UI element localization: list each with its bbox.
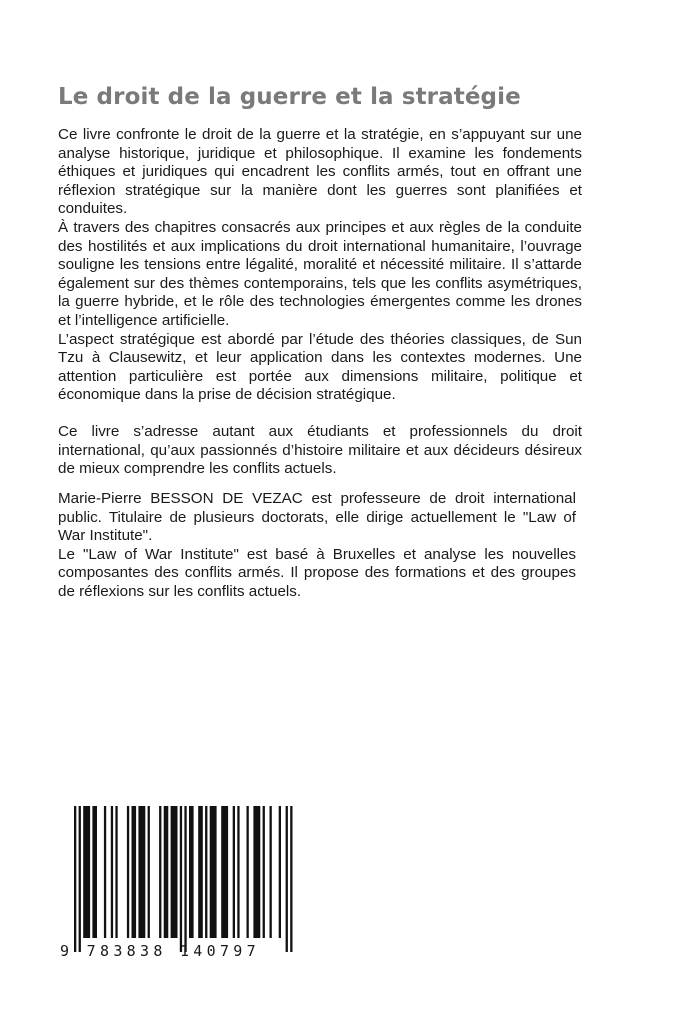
barcode-bar bbox=[171, 806, 178, 938]
barcode-bar bbox=[92, 806, 97, 938]
barcode-bar bbox=[132, 806, 137, 938]
author-bio bbox=[58, 490, 576, 602]
barcode-bar bbox=[210, 806, 217, 938]
description-paragraph-2: À travers des chapitres consacrés aux principes et aux règles de la conduite des hostilités et aux implications du droit international humanitaire, l’ouvrage souligne les tensions entre légalité, moralité et nécessité militaire. Il s’attarde également sur des thèmes contemporains, tels que les conflits asymétriques, la guerre hybride, et le rôle des technologies émergentes comme les drones et l’intelligence artificielle. bbox=[58, 218, 582, 329]
barcode-bar bbox=[263, 806, 265, 938]
barcode-guard-bar bbox=[184, 806, 186, 952]
description-paragraph-3: L’aspect stratégique est abordé par l’étude des théories classiques, de Sun Tzu à Clausewitz, et leur application dans les contextes modernes. Une attention particulière est portée aux dimensions militaire, politique et économique dans la prise de décision stratégique. bbox=[58, 330, 582, 404]
barcode-bar bbox=[164, 806, 169, 938]
barcode-bar bbox=[138, 806, 145, 938]
barcode-bar bbox=[279, 806, 281, 938]
barcode-bar bbox=[83, 806, 90, 938]
barcode-guard-bar bbox=[180, 806, 182, 952]
barcode-bar bbox=[270, 806, 272, 938]
barcode-bar bbox=[221, 806, 228, 938]
barcode-bar bbox=[111, 806, 113, 938]
barcode-bar bbox=[233, 806, 235, 938]
book-description bbox=[58, 126, 582, 479]
barcode-bar bbox=[198, 806, 203, 938]
barcode-guard-bar bbox=[286, 806, 288, 952]
author-paragraph-1: Marie-Pierre BESSON DE VEZAC est professeure de droit international public. Titulaire de plusieurs doctorats, elle dirige actuellement le "Law of War Institute". bbox=[58, 490, 576, 545]
barcode-bar bbox=[253, 806, 260, 938]
isbn-digits: 9 783838 140797 bbox=[60, 942, 260, 960]
barcode-bar bbox=[189, 806, 194, 938]
barcode-bar bbox=[115, 806, 117, 938]
barcode-guard-bar bbox=[290, 806, 292, 952]
barcode-bar bbox=[205, 806, 207, 938]
description-paragraph-1: Ce livre confronte le droit de la guerre et la stratégie, en s’appuyant sur une analyse historique, juridique et philosophique. Il examine les fondements éthiques et juridiques qui encadrent les conflits armés, tout en offrant une réflexion stratégique sur la manière dont les guerres sont planifiées et conduites. bbox=[58, 126, 582, 218]
barcode-bar bbox=[237, 806, 239, 938]
barcode-bar bbox=[247, 806, 249, 938]
description-paragraph-4: Ce livre s’adresse autant aux étudiants et professionnels du droit international, qu’aux passionnés d’histoire militaire et aux décideurs désireux de mieux comprendre les conflits actuels. bbox=[58, 422, 582, 478]
barcode-guard-bar bbox=[74, 806, 76, 952]
barcode-bar bbox=[104, 806, 106, 938]
book-title: Le droit de la guerre et la stratégie bbox=[58, 84, 521, 110]
author-paragraph-2: Le "Law of War Institute" est basé à Bruxelles et analyse les nouvelles composantes des conflits armés. Il propose des formations et des groupes de réflexions sur les conflits actuels. bbox=[58, 545, 576, 600]
paragraph-gap bbox=[58, 405, 582, 423]
barcode-bar bbox=[127, 806, 129, 938]
barcode-bar bbox=[148, 806, 150, 938]
barcode-bar bbox=[159, 806, 161, 938]
barcode-guard-bar bbox=[79, 806, 81, 952]
